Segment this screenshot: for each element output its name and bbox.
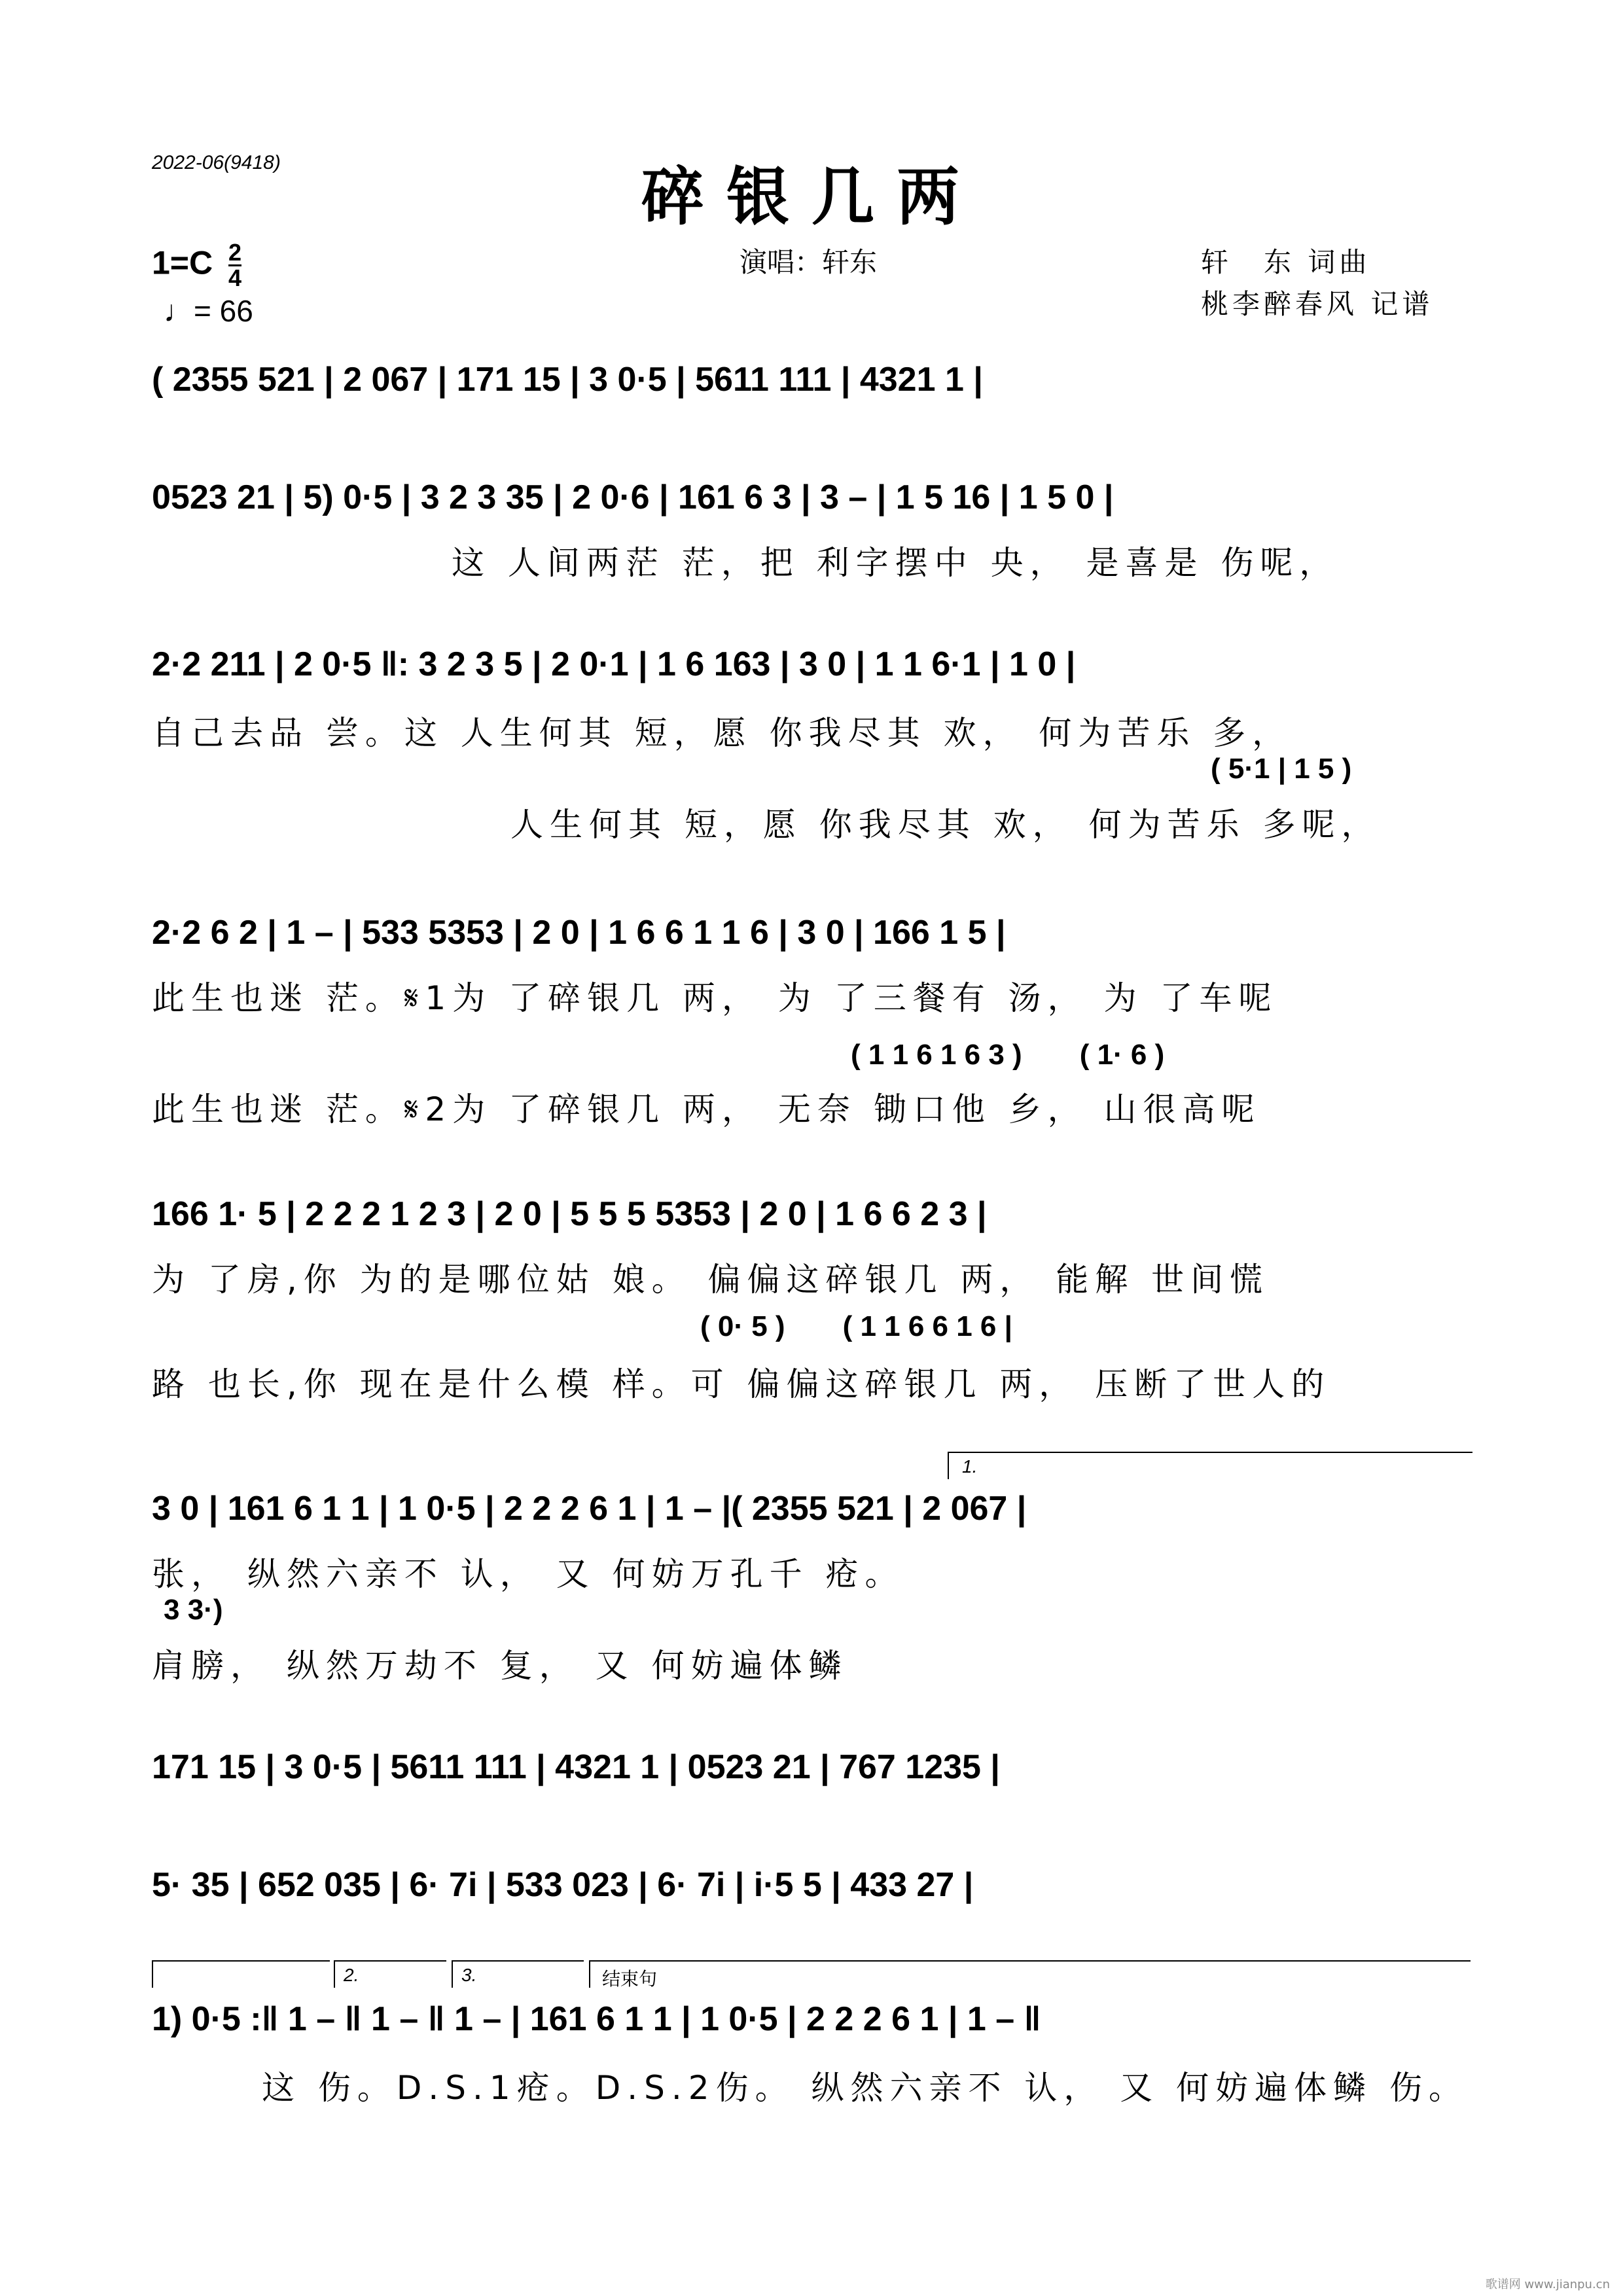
lyrics-line-2: 这 人间两茫 茫，把 利字摆中 央， 是喜是 伤呢， [452, 544, 1339, 582]
key-label: 1=C [152, 244, 213, 281]
watermark: 歌谱网 www.jianpu.cn [1485, 2278, 1610, 2291]
volta-label-3: 3. [461, 1965, 477, 1985]
notation-line-2: 0523 21 | 5) 0·5 | 3 2 3 35 | 2 0·6 | 161 6 3 | 3 – | 1 5 16 | 1 5 0 | [152, 478, 1114, 516]
notation-line-1: ( 2355 521 | 2 067 | 171 15 | 3 0·5 | 5611 111 | 4321 1 | [152, 361, 983, 399]
lyrics-line-5a: 为 了房,你 为的是哪位姑 娘。 偏偏这碎银几 两， 能解 世间慌 [152, 1261, 1270, 1299]
volta-label-1: 1. [962, 1456, 978, 1477]
lyrics-line-6b: 肩膀， 纵然万劫不 复， 又 何妨遍体鳞 [152, 1647, 848, 1685]
volta-bracket-1 [948, 1452, 1472, 1479]
time-sig-bottom: 4 [228, 264, 242, 291]
volta-label-2: 2. [344, 1965, 359, 1985]
notation-line-9: 1) 0·5 :‖ 1 – ‖ 1 – ‖ 1 – | 161 6 1 1 | 1 0·5 | 2 2 2 6 1 | 1 – ‖ [152, 2000, 1041, 2038]
lyrics-line-4a: 此生也迷 茫。𝄋1为 了碎银几 两， 为 了三餐有 汤， 为 了车呢 [152, 979, 1278, 1017]
volta-bracket-start [152, 1960, 330, 1988]
composer-credit: 轩 东 词曲 [1201, 246, 1371, 278]
singer-credit: 演唱：轩东 [740, 246, 878, 278]
volta-bracket-ending [589, 1960, 1471, 1988]
alt-notation-4: ( 1 1 6 1 6 3 ) ( 1· 6 ) [851, 1039, 1165, 1071]
page-title: 碎银几两 [641, 160, 982, 234]
tempo-marking: ♩= 66 [164, 294, 253, 328]
notation-line-4: 2·2 6 2 | 1 – | 533 5353 | 2 0 | 1 6 6 1 1 6 | 3 0 | 166 1 5 | [152, 914, 1006, 952]
lyrics-line-6a: 张， 纵然六亲不 认， 又 何妨万孔千 疮。 [152, 1555, 904, 1593]
lyrics-line-4b: 此生也迷 茫。𝄋2为 了碎银几 两， 无奈 锄口他 乡， 山很高呢 [152, 1090, 1261, 1128]
alt-notation-5: ( 0· 5 ) ( 1 1 6 6 1 6 | [700, 1310, 1012, 1342]
alt-notation-6: 3 3·) [164, 1594, 223, 1626]
notation-line-5: 166 1· 5 | 2 2 2 1 2 3 | 2 0 | 5 5 5 5353 | 2 0 | 1 6 6 2 3 | [152, 1195, 987, 1233]
key-signature [152, 241, 241, 290]
notation-line-8: 5· 35 | 652 035 | 6· 7i | 533 023 | 6· 7i | i·5 5 | 433 27 | [152, 1866, 974, 1904]
lyrics-line-3a: 自己去品 尝。这 人生何其 短，愿 你我尽其 欢， 何为苦乐 多， [152, 714, 1292, 752]
transcriber-credit: 桃李醉春风 记谱 [1201, 288, 1434, 320]
alt-notation-3: ( 5·1 | 1 5 ) [1211, 753, 1352, 785]
time-signature [228, 241, 241, 290]
notation-line-3: 2·2 211 | 2 0·5 ‖: 3 2 3 5 | 2 0·1 | 1 6 163 | 3 0 | 1 1 6·1 | 1 0 | [152, 645, 1076, 683]
notation-line-7: 171 15 | 3 0·5 | 5611 111 | 4321 1 | 0523 21 | 767 1235 | [152, 1748, 1000, 1786]
time-sig-top: 2 [228, 239, 242, 266]
lyrics-line-3b: 人生何其 短，愿 你我尽其 欢， 何为苦乐 多呢， [510, 806, 1381, 844]
volta-label-ending: 结束句 [602, 1968, 658, 1990]
lyrics-line-5b: 路 也长,你 现在是什么模 样。可 偏偏这碎银几 两， 压断了世人的 [152, 1365, 1331, 1403]
notation-line-6: 3 0 | 161 6 1 1 | 1 0·5 | 2 2 2 6 1 | 1 – |( 2355 521 | 2 067 | [152, 1490, 1027, 1528]
date-code: 2022-06(9418) [152, 152, 281, 173]
lyrics-line-9: 这 伤。D.S.1疮。D.S.2伤。 纵然六亲不 认， 又 何妨遍体鳞 伤。 [262, 2069, 1469, 2107]
